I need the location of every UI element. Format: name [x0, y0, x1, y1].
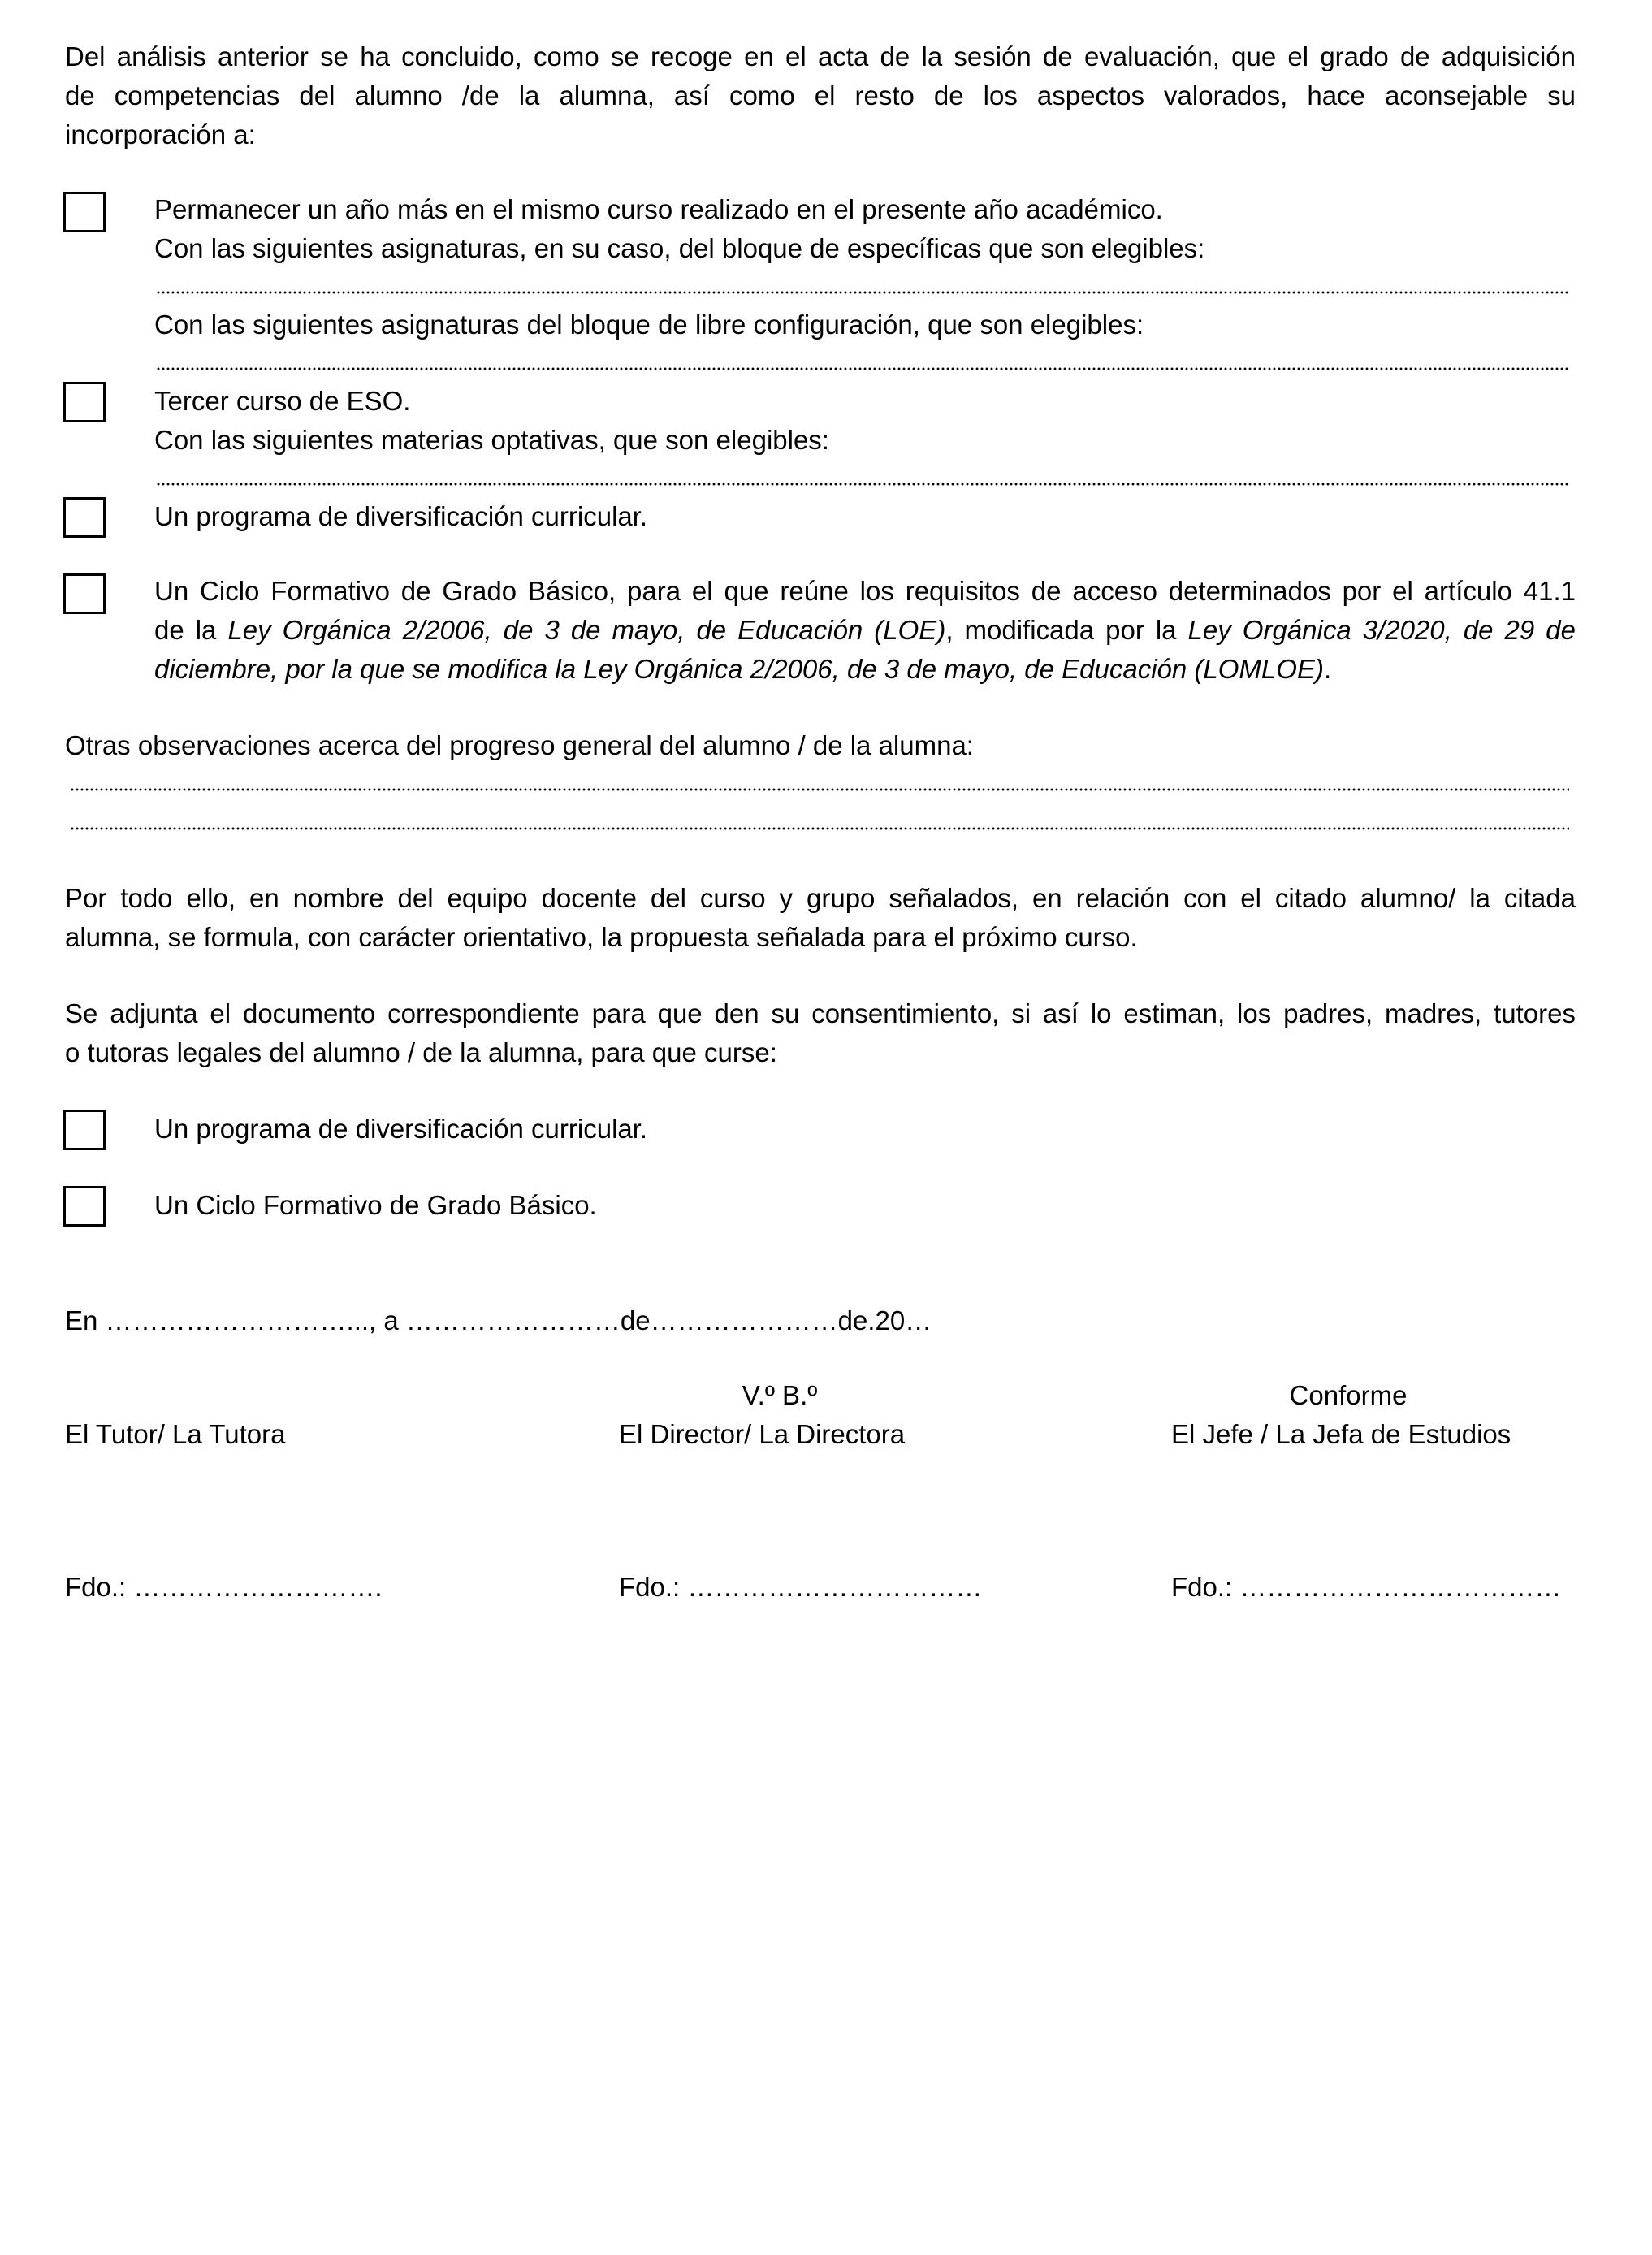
basic-cycle-checkbox[interactable]	[63, 573, 106, 614]
specific-subjects-label: Con las siguientes asignaturas, en su caso, del bloque de específicas que son elegibles:	[154, 233, 1205, 263]
intro-line-1: Del análisis anterior se ha concluido, como se recoge en el acta de la sesión de evaluación, que el grado de adquisición	[65, 41, 1576, 71]
free-config-subjects-fill-line[interactable]	[156, 366, 1568, 371]
intro-line-3: incorporación a:	[65, 119, 256, 149]
diversification-label: Un programa de diversificación curricular.	[154, 501, 648, 531]
proposal-line-2: alumna, se formula, con carácter orientativo, la propuesta señalada para el próximo curso.	[65, 922, 1138, 952]
third-eso-checkbox[interactable]	[63, 382, 106, 422]
observations-fill-line-2[interactable]	[70, 826, 1569, 831]
consent-diversification-checkbox[interactable]	[63, 1110, 106, 1150]
head-signature-line[interactable]: Fdo.: ………………………………	[1171, 1572, 1562, 1602]
place-date-line[interactable]: En ………………………..., a ……………………de…………………de.20…	[65, 1305, 932, 1335]
optional-subjects-label: Con las siguientes materias optativas, que son elegibles:	[154, 425, 829, 455]
observations-label: Otras observaciones acerca del progreso general del alumno / de la alumna:	[65, 730, 974, 760]
head-conforme-label: Conforme	[1289, 1380, 1408, 1410]
tutor-signature-line[interactable]: Fdo.: ……………………….	[65, 1572, 383, 1602]
director-role: El Director/ La Directora	[619, 1419, 906, 1449]
observations-fill-line-1[interactable]	[70, 787, 1569, 792]
consent-line-1: Se adjunta el documento correspondiente para que den su consentimiento, si así lo estiman, los padres, madres, tutores	[65, 998, 1576, 1028]
director-signature-line[interactable]: Fdo.: ……………………………	[619, 1572, 983, 1602]
basic-cycle-line-2: de la Ley Orgánica 2/2006, de 3 de mayo, de Educación (LOE), modificada por la Ley Orgánica 3/2020, de 29 de	[154, 615, 1576, 645]
director-approval-label: V.º B.º	[742, 1380, 818, 1410]
repeat-year-checkbox[interactable]	[63, 192, 106, 232]
head-of-studies-role: El Jefe / La Jefa de Estudios	[1171, 1419, 1511, 1449]
consent-diversification-label: Un programa de diversificación curricular.	[154, 1114, 648, 1144]
intro-line-2: de competencias del alumno /de la alumna, así como el resto de los aspectos valorados, hace aconsejable su	[65, 80, 1576, 110]
specific-subjects-fill-line[interactable]	[156, 290, 1568, 295]
consent-basic-cycle-checkbox[interactable]	[63, 1186, 106, 1227]
repeat-year-label: Permanecer un año más en el mismo curso realizado en el presente año académico.	[154, 194, 1163, 224]
basic-cycle-line-3: diciembre, por la que se modifica la Ley Orgánica 2/2006, de 3 de mayo, de Educación (LOMLOE).	[154, 654, 1332, 684]
optional-subjects-fill-line[interactable]	[156, 482, 1568, 487]
diversification-checkbox[interactable]	[63, 497, 106, 538]
free-config-subjects-label: Con las siguientes asignaturas del bloque de libre configuración, que son elegibles:	[154, 309, 1144, 340]
proposal-line-1: Por todo ello, en nombre del equipo docente del curso y grupo señalados, en relación con el citado alumno/ la citada	[65, 883, 1576, 913]
consent-basic-cycle-label: Un Ciclo Formativo de Grado Básico.	[154, 1190, 597, 1220]
tutor-role: El Tutor/ La Tutora	[65, 1419, 286, 1449]
third-eso-label: Tercer curso de ESO.	[154, 386, 411, 416]
basic-cycle-line-1: Un Ciclo Formativo de Grado Básico, para el que reúne los requisitos de acceso determinados por el artículo 41.1	[154, 576, 1576, 606]
consent-line-2: o tutoras legales del alumno / de la alumna, para que curse:	[65, 1037, 777, 1067]
